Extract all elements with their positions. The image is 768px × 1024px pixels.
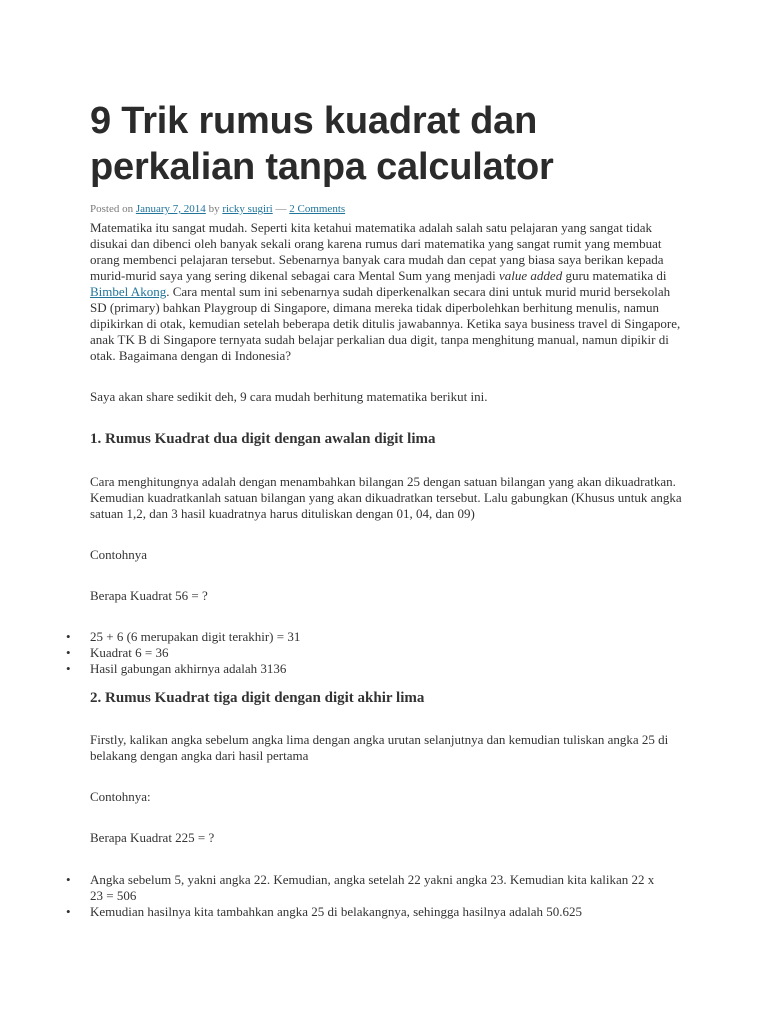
posted-on-label: Posted on — [90, 203, 134, 215]
list-item-text: Hasil gabungan akhirnya adalah 3136 — [90, 661, 287, 676]
list-item — [65, 904, 670, 920]
section-2-question: Berapa Kuadrat 225 = ? — [90, 830, 215, 845]
section-1-question: Berapa Kuadrat 56 = ? — [90, 588, 208, 603]
list-item — [65, 872, 670, 904]
list-item-text: Kuadrat 6 = 36 — [90, 645, 169, 660]
list-item-text: Angka sebelum 5, yakni angka 22. Kemudian, angka setelah 22 yakni angka 23. Kemudian kita kalikan 22 x 23 = 506 — [90, 872, 655, 903]
section-2-steps — [65, 872, 690, 920]
article — [66, 98, 690, 920]
bullet: • — [66, 661, 71, 676]
section-1-example-label: Contohnya — [90, 547, 148, 562]
section-2-heading: 2. Rumus Kuadrat tiga digit dengan digit akhir lima — [90, 690, 425, 706]
bimbel-akong-link[interactable]: Bimbel Akong — [90, 284, 167, 299]
post-meta — [90, 202, 690, 216]
section-1-heading: 1. Rumus Kuadrat dua digit dengan awalan digit lima — [90, 431, 436, 447]
bullet: • — [66, 872, 71, 887]
bullet: • — [66, 645, 71, 660]
list-item-text: 25 + 6 (6 merupakan digit terakhir) = 31 — [90, 629, 301, 644]
list-item — [65, 661, 690, 677]
bullet: • — [66, 904, 71, 919]
post-date-link[interactable]: January 7, 2014 — [135, 203, 206, 215]
intro-emphasis: value added — [499, 268, 563, 283]
by-label: by — [208, 203, 220, 215]
comments-link[interactable]: 2 Comments — [289, 203, 346, 215]
list-item — [65, 629, 690, 645]
bullet: • — [66, 629, 71, 644]
author-link[interactable]: ricky sugiri — [222, 203, 273, 215]
share-paragraph: Saya akan share sedikit deh, 9 cara mudah berhitung matematika berikut ini. — [90, 389, 488, 404]
section-1-description: Cara menghitungnya adalah dengan menambahkan bilangan 25 dengan satuan bilangan yang akan dikuadratkan. Kemudian kuadratkanlah satuan bilangan yang akan dikuadratkan tersebut. Lalu gabungkan (Khusus untuk angka satuan 1,2, dan 3 hasil kuadratnya harus dituliskan dengan 01, 04, dan 09) — [90, 474, 682, 521]
intro-paragraph — [90, 220, 690, 364]
list-item-text: Kemudian hasilnya kita tambahkan angka 25 di belakangnya, sehingga hasilnya adalah 50.625 — [90, 904, 583, 919]
meta-separator: — — [275, 203, 287, 215]
section-2-description: Firstly, kalikan angka sebelum angka lima dengan angka urutan selanjutnya dan kemudian tuliskan angka 25 di belakang dengan angka dari hasil pertama — [90, 732, 669, 763]
list-item — [65, 645, 690, 661]
article-title: 9 Trik rumus kuadrat dan perkalian tanpa calculator — [90, 100, 554, 188]
intro-text-1: Matematika itu sangat mudah. Seperti kita ketahui matematika adalah salah satu pelajaran yang sangat tidak disukai dan dibenci oleh banyak sekali orang karena rumus dari matematika yang sangat rumit yang membuat orang membenci pelajaran tersebut. Sebenarnya banyak cara mudah dan cepat yang biasa saya berikan kepada murid-murid saya yang sering dikenal sebagai cara Mental Sum yang menjadi — [90, 220, 664, 283]
section-1-steps — [65, 629, 690, 677]
intro-text-3: . Cara mental sum ini sebenarnya sudah diperkenalkan secara dini untuk murid murid bersekolah SD (primary) bahkan Playgroup di Singapore, dimana mereka tidak diperbolehkan berhitung menulis, namun dipikirkan di otak, kemudian setelah beberapa detik ditulis jawabannya. Ketika saya business travel di Singapore, anak TK B di Singapore ternyata sudah belajar perkalian dua digit, tanpa menghitung manual, namun dipikir di otak. Bagaimana dengan di Indonesia? — [90, 284, 681, 363]
intro-text-2: guru matematika di — [562, 268, 667, 283]
section-2-example-label: Contohnya: — [90, 789, 151, 804]
